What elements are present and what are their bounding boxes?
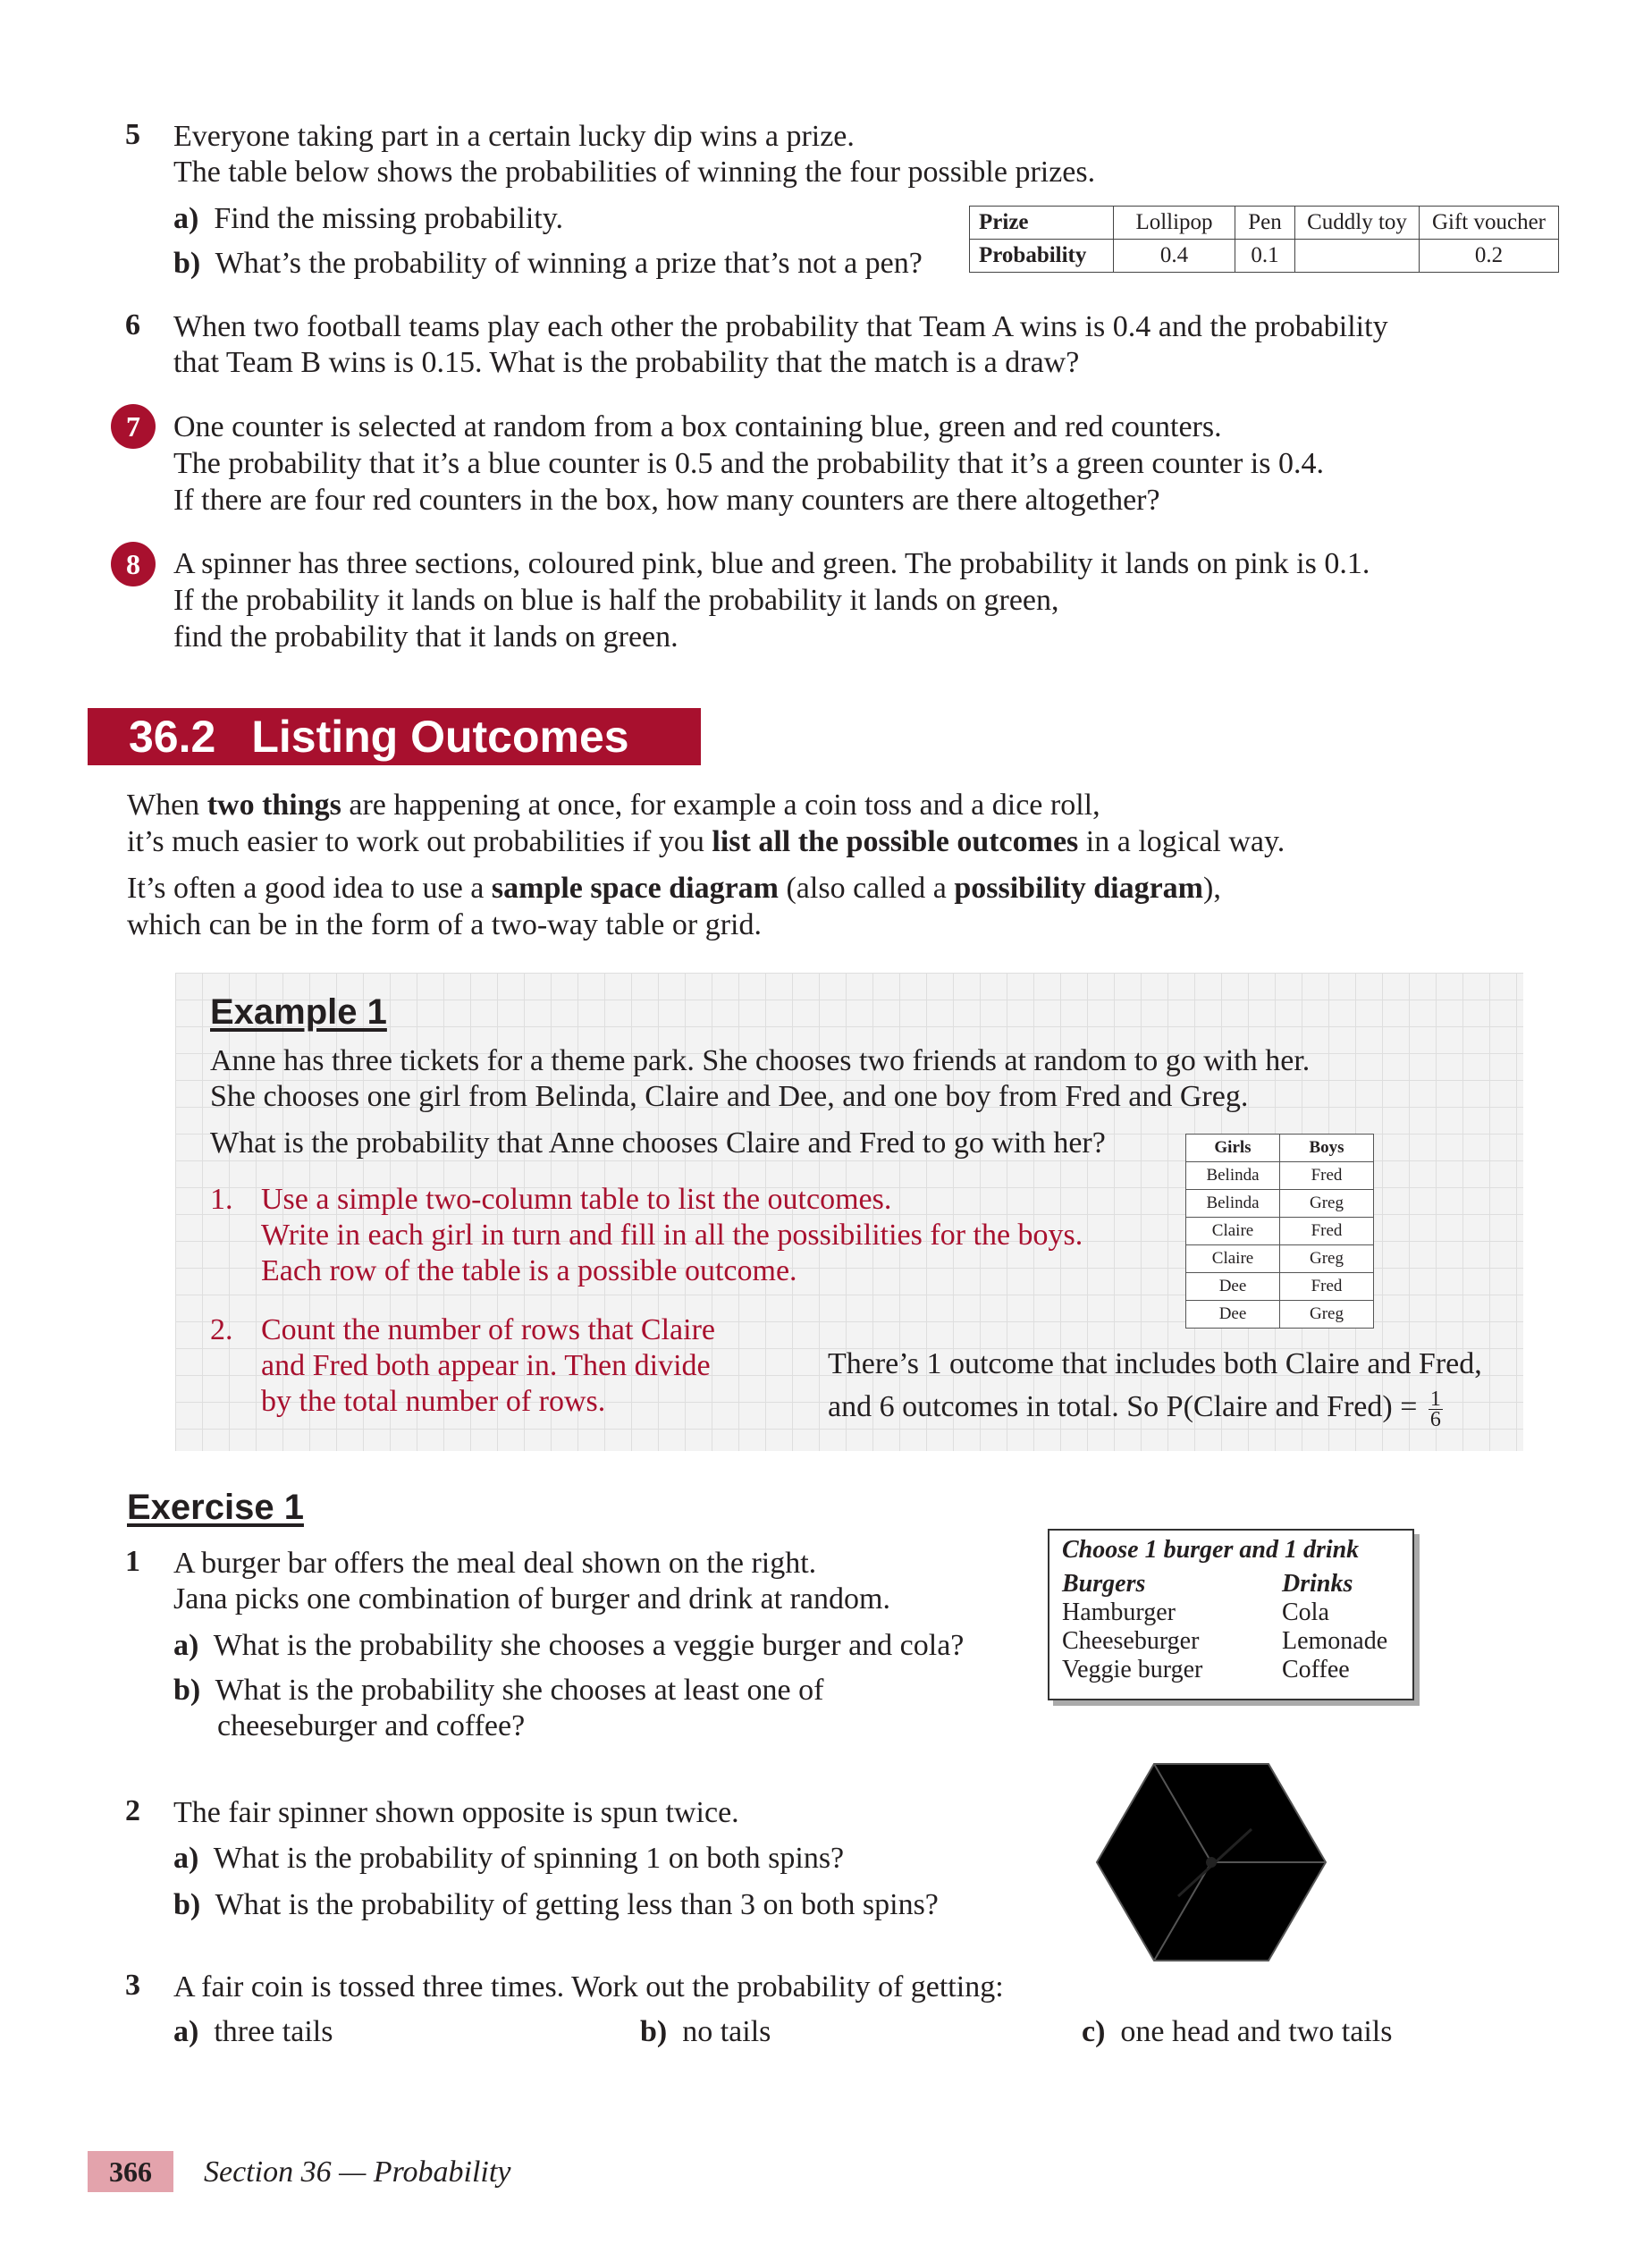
girl-cell: Claire bbox=[1186, 1218, 1280, 1245]
section-banner bbox=[88, 708, 701, 765]
ex-q2b-label: b) bbox=[173, 1888, 201, 1921]
step2-number: 2. bbox=[210, 1313, 233, 1346]
q5a bbox=[173, 200, 563, 237]
answer-line2 bbox=[828, 1388, 1443, 1430]
ex-q2b-text: What is the probability of getting less than 3 on both spins? bbox=[215, 1888, 939, 1921]
intro-line3 bbox=[127, 870, 1221, 907]
step1-line2: Write in each girl in turn and fill in all the possibilities for the boys. bbox=[261, 1219, 1083, 1252]
intro-text: (also called a bbox=[778, 872, 955, 905]
outcome-row bbox=[1186, 1218, 1374, 1245]
q5-line2: The table below shows the probabilities of winning the four possible prizes. bbox=[173, 156, 1096, 189]
drink-item: Lemonade bbox=[1282, 1627, 1388, 1655]
ex-q3c-text: one head and two tails bbox=[1120, 2015, 1393, 2048]
boy-cell: Fred bbox=[1280, 1162, 1374, 1190]
burgers-header: Burgers bbox=[1062, 1570, 1146, 1598]
fraction-denominator: 6 bbox=[1429, 1407, 1441, 1431]
intro-bold: two things bbox=[206, 789, 341, 822]
drinks-header: Drinks bbox=[1282, 1570, 1353, 1598]
footer-section: Section 36 — Probability bbox=[204, 2155, 511, 2189]
prize-cell: Lollipop bbox=[1114, 207, 1235, 240]
q7-line1: One counter is selected at random from a box containing blue, green and red counters. bbox=[173, 410, 1222, 443]
burger-item: Hamburger bbox=[1062, 1599, 1176, 1626]
step2-line1: Count the number of rows that Claire bbox=[261, 1313, 716, 1346]
outcome-row bbox=[1186, 1245, 1374, 1273]
boy-cell: Greg bbox=[1280, 1245, 1374, 1273]
boy-cell: Fred bbox=[1280, 1218, 1374, 1245]
intro-line4: which can be in the form of a two-way table or grid. bbox=[127, 908, 762, 941]
boy-cell: Greg bbox=[1280, 1190, 1374, 1218]
step1-number: 1. bbox=[210, 1183, 233, 1216]
ex-q2a bbox=[173, 1840, 844, 1877]
ex-q3c bbox=[1082, 2013, 1392, 2050]
fraction-numerator: 1 bbox=[1429, 1387, 1441, 1411]
girl-cell: Belinda bbox=[1186, 1162, 1280, 1190]
burger-item: Cheeseburger bbox=[1062, 1627, 1200, 1655]
q8-line1: A spinner has three sections, coloured pink, blue and green. The probability it lands on pink is 0.1. bbox=[173, 547, 1370, 580]
ex-q3c-label: c) bbox=[1082, 2015, 1106, 2048]
probability-cell: 0.4 bbox=[1114, 240, 1235, 273]
boy-cell: Fred bbox=[1280, 1273, 1374, 1301]
answer-line1: There’s 1 outcome that includes both Claire and Fred, bbox=[828, 1347, 1482, 1380]
ex-q3b bbox=[640, 2013, 771, 2050]
girl-cell: Dee bbox=[1186, 1273, 1280, 1301]
q8-line3: find the probability that it lands on green. bbox=[173, 620, 678, 654]
step1-line3: Each row of the table is a possible outcome. bbox=[261, 1254, 797, 1287]
ex-q1a-text: What is the probability she chooses a veggie burger and cola? bbox=[213, 1629, 965, 1662]
girl-cell: Dee bbox=[1186, 1301, 1280, 1329]
ex-q3a bbox=[173, 2013, 333, 2050]
example-line1: Anne has three tickets for a theme park. She chooses two friends at random to go with her. bbox=[210, 1044, 1311, 1077]
q7-line2: The probability that it’s a blue counter is 0.5 and the probability that it’s a green counter is 0.4. bbox=[173, 447, 1324, 480]
q5a-text: Find the missing probability. bbox=[214, 202, 564, 235]
intro-text: ), bbox=[1203, 872, 1221, 905]
ex-q3-line1: A fair coin is tossed three times. Work out the probability of getting: bbox=[173, 1970, 1004, 2004]
probability-cell: 0.1 bbox=[1235, 240, 1295, 273]
section-number: 36.2 bbox=[129, 712, 216, 762]
intro-line1 bbox=[127, 787, 1100, 823]
probability-row bbox=[970, 240, 1559, 273]
q8-line2: If the probability it lands on blue is half the probability it lands on green, bbox=[173, 584, 1059, 617]
step2-line2: and Fred both appear in. Then divide bbox=[261, 1349, 711, 1382]
ex-q2b bbox=[173, 1886, 939, 1923]
q5b-text: What’s the probability of winning a prize that’s not a pen? bbox=[215, 247, 923, 280]
intro-bold: sample space diagram bbox=[491, 872, 779, 905]
prize-row bbox=[970, 207, 1559, 240]
prize-header: Prize bbox=[970, 207, 1114, 240]
intro-text: it’s much easier to work out probabilities if you bbox=[127, 825, 712, 858]
ex-q1b-text: What is the probability she chooses at least one of bbox=[215, 1674, 824, 1707]
outcomes-table bbox=[1185, 1134, 1374, 1329]
girl-cell: Belinda bbox=[1186, 1190, 1280, 1218]
outcome-row bbox=[1186, 1273, 1374, 1301]
menu-title: Choose 1 burger and 1 drink bbox=[1062, 1536, 1360, 1564]
ex-q1-line2: Jana picks one combination of burger and drink at random. bbox=[173, 1582, 890, 1616]
fraction bbox=[1429, 1389, 1443, 1430]
probability-header: Probability bbox=[970, 240, 1114, 273]
boy-cell: Greg bbox=[1280, 1301, 1374, 1329]
outcome-row bbox=[1186, 1301, 1374, 1329]
ex-q2-number: 2 bbox=[125, 1794, 140, 1827]
ex-q1b-line2: cheeseburger and coffee? bbox=[217, 1709, 526, 1742]
ex-q2a-label: a) bbox=[173, 1842, 199, 1875]
example-line3: What is the probability that Anne chooses Claire and Fred to go with her? bbox=[210, 1126, 1106, 1160]
outcome-row bbox=[1186, 1190, 1374, 1218]
outcomes-header-row bbox=[1186, 1135, 1374, 1162]
intro-text: It’s often a good idea to use a bbox=[127, 872, 492, 905]
ex-q1a bbox=[173, 1627, 964, 1664]
ex-q3-number: 3 bbox=[125, 1969, 140, 2002]
intro-bold: possibility diagram bbox=[954, 872, 1204, 905]
ex-q3a-text: three tails bbox=[214, 2015, 333, 2048]
girls-header: Girls bbox=[1186, 1135, 1280, 1162]
drink-item: Coffee bbox=[1282, 1656, 1350, 1683]
ex-q3b-label: b) bbox=[640, 2015, 668, 2048]
example-title: Example 1 bbox=[210, 992, 387, 1032]
step2-line3: by the total number of rows. bbox=[261, 1385, 606, 1418]
q5-line1: Everyone taking part in a certain lucky dip wins a prize. bbox=[173, 120, 855, 153]
ex-q3a-label: a) bbox=[173, 2015, 199, 2048]
q5a-label: a) bbox=[173, 202, 199, 235]
burger-item: Veggie burger bbox=[1062, 1656, 1203, 1683]
page-number: 366 bbox=[88, 2151, 173, 2192]
outcome-row bbox=[1186, 1162, 1374, 1190]
q5b bbox=[173, 245, 923, 282]
ex-q1b-label: b) bbox=[173, 1674, 201, 1707]
answer-text: and 6 outcomes in total. So P(Claire and Fred) = bbox=[828, 1390, 1425, 1423]
section-title: Listing Outcomes bbox=[251, 712, 629, 762]
example-line2: She chooses one girl from Belinda, Claire and Dee, and one boy from Fred and Greg. bbox=[210, 1080, 1249, 1113]
q7-number-badge: 7 bbox=[111, 404, 156, 449]
girl-cell: Claire bbox=[1186, 1245, 1280, 1273]
prize-table bbox=[969, 206, 1559, 273]
q6-line2: that Team B wins is 0.15. What is the probability that the match is a draw? bbox=[173, 346, 1080, 379]
q7-line3: If there are four red counters in the box, how many counters are there altogether? bbox=[173, 484, 1160, 517]
intro-text: in a logical way. bbox=[1078, 825, 1285, 858]
probability-cell-missing bbox=[1295, 240, 1420, 273]
meal-deal-box bbox=[1048, 1529, 1414, 1700]
q6-number: 6 bbox=[125, 308, 140, 342]
intro-text: are happening at once, for example a coin toss and a dice roll, bbox=[341, 789, 1100, 822]
q5-number: 5 bbox=[125, 118, 140, 151]
intro-text: When bbox=[127, 789, 207, 822]
intro-line2 bbox=[127, 823, 1285, 860]
intro-bold: list all the possible outcomes bbox=[712, 825, 1079, 858]
prize-cell: Cuddly toy bbox=[1295, 207, 1420, 240]
ex-q2a-text: What is the probability of spinning 1 on both spins? bbox=[213, 1842, 845, 1875]
q8-number-badge: 8 bbox=[111, 542, 156, 586]
q5b-label: b) bbox=[173, 247, 201, 280]
ex-q2-line1: The fair spinner shown opposite is spun twice. bbox=[173, 1796, 739, 1829]
prize-cell: Gift voucher bbox=[1420, 207, 1559, 240]
spinner-diagram bbox=[1082, 1752, 1341, 1976]
step1-line1: Use a simple two-column table to list the outcomes. bbox=[261, 1183, 892, 1216]
drink-item: Cola bbox=[1282, 1599, 1329, 1626]
ex-q1b bbox=[173, 1672, 823, 1708]
ex-q1-line1: A burger bar offers the meal deal shown on the right. bbox=[173, 1547, 817, 1580]
ex-q3b-text: no tails bbox=[682, 2015, 771, 2048]
q6-line1: When two football teams play each other the probability that Team A wins is 0.4 and the probability bbox=[173, 310, 1388, 343]
ex-q1a-label: a) bbox=[173, 1629, 199, 1662]
spinner-pivot bbox=[1206, 1857, 1217, 1868]
probability-cell: 0.2 bbox=[1420, 240, 1559, 273]
prize-cell: Pen bbox=[1235, 207, 1295, 240]
ex-q1-number: 1 bbox=[125, 1545, 140, 1578]
boys-header: Boys bbox=[1280, 1135, 1374, 1162]
exercise-title: Exercise 1 bbox=[127, 1488, 304, 1527]
